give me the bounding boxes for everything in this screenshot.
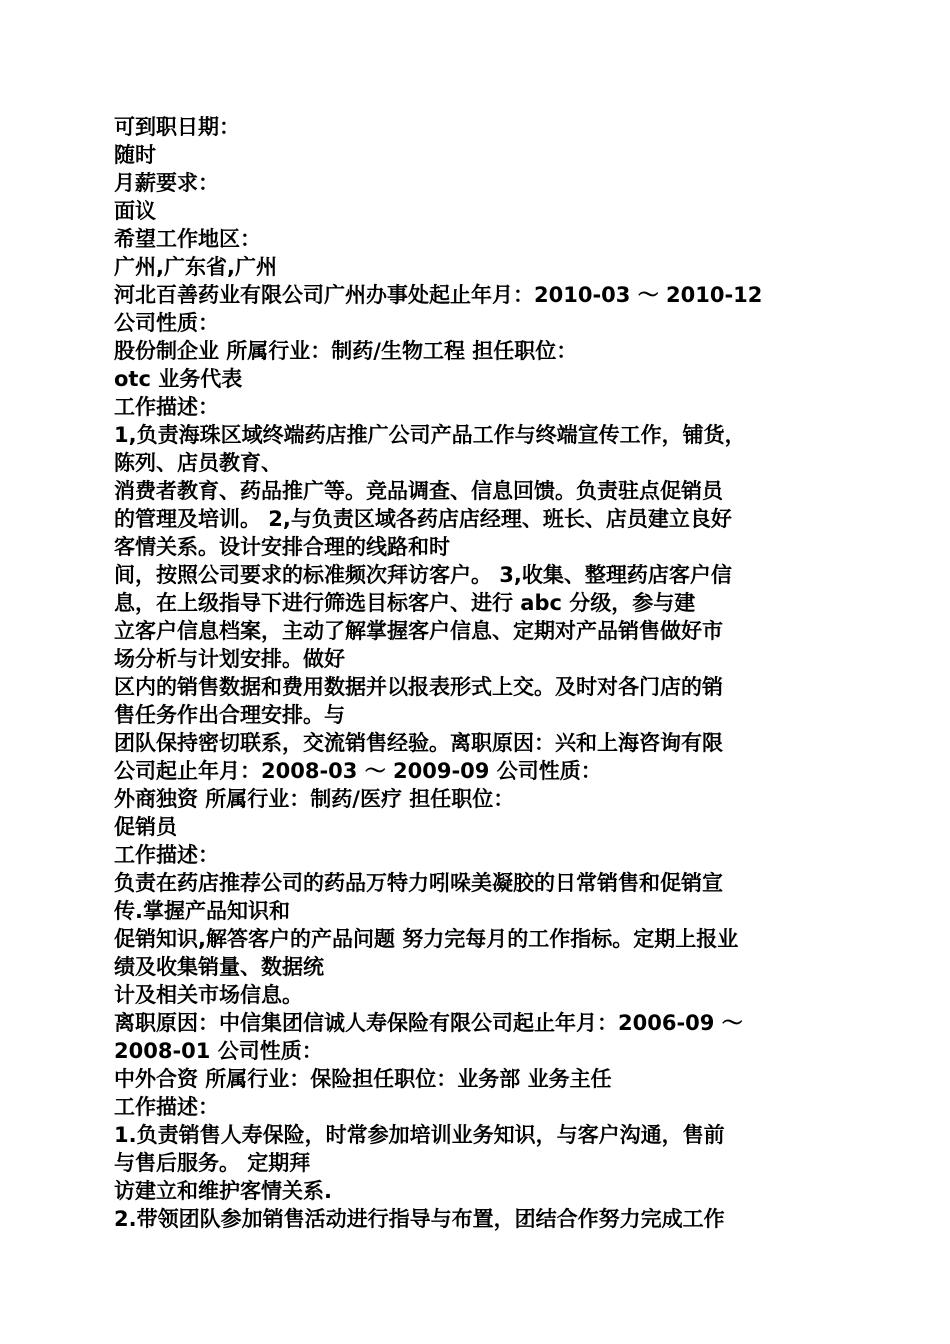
text-line: 股份制企业 所属行业：制药/生物工程 担任职位：	[114, 339, 578, 363]
text-line: 售任务作出合理安排。与	[114, 703, 345, 727]
text-line: 公司起止年月：2008-03 ～ 2009-09 公司性质：	[114, 759, 602, 783]
text-line: 间，按照公司要求的标准频次拜访客户。 3,收集、整理药店客户信	[114, 563, 732, 587]
text-line: 公司性质：	[114, 311, 219, 335]
text-line: 中外合资 所属行业：保险担任职位：业务部 业务主任	[114, 1067, 612, 1091]
text-line: 客情关系。设计安排合理的线路和时	[114, 535, 450, 559]
text-line: 希望工作地区：	[114, 227, 261, 251]
text-line: 绩及收集销量、数据统	[114, 955, 324, 979]
text-line: 月薪要求：	[114, 171, 219, 195]
resume-text	[114, 113, 844, 1233]
text-line: 工作描述：	[114, 395, 219, 419]
text-line: 立客户信息档案，主动了解掌握客户信息、定期对产品销售做好市	[114, 619, 723, 643]
text-line: 区内的销售数据和费用数据并以报表形式上交。及时对各门店的销	[114, 675, 723, 699]
text-line: 传.掌握产品知识和	[114, 899, 290, 923]
text-line: 的管理及培训。 2,与负责区域各药店店经理、班长、店员建立良好	[114, 507, 732, 531]
text-line: 陈列、店员教育、	[114, 451, 282, 475]
text-line: 工作描述：	[114, 1095, 219, 1119]
text-line: 负责在药店推荐公司的药品万特力吲哚美凝胶的日常销售和促销宣	[114, 871, 723, 895]
text-line: 团队保持密切联系，交流销售经验。离职原因：兴和上海咨询有限	[114, 731, 723, 755]
text-line: 1,负责海珠区域终端药店推广公司产品工作与终端宣传工作，铺货，	[114, 423, 746, 447]
text-line: 随时	[114, 143, 156, 167]
text-line: 1.负责销售人寿保险，时常参加培训业务知识，与客户沟通，售前	[114, 1123, 725, 1147]
text-line: 消费者教育、药品推广等。竞品调查、信息回馈。负责驻点促销员	[114, 479, 723, 503]
text-line: 可到职日期：	[114, 115, 240, 139]
text-line: 息，在上级指导下进行筛选目标客户、进行 abc 分级，参与建	[114, 591, 696, 615]
text-line: 与售后服务。 定期拜	[114, 1151, 311, 1175]
text-line: 促销员	[114, 815, 177, 839]
text-line: 2.带领团队参加销售活动进行指导与布置，团结合作努力完成工作	[114, 1207, 725, 1231]
text-line: 河北百善药业有限公司广州办事处起止年月：2010-03 ～ 2010-12	[114, 283, 763, 307]
text-line: 2008-01 公司性质：	[114, 1039, 323, 1063]
text-line: 离职原因：中信集团信诚人寿保险有限公司起止年月：2006-09 ～	[114, 1011, 743, 1035]
text-line: 广州,广东省,广州	[114, 255, 277, 279]
text-line: 外商独资 所属行业：制药/医疗 担任职位：	[114, 787, 515, 811]
text-line: otc 业务代表	[114, 367, 243, 391]
text-line: 面议	[114, 199, 156, 223]
text-line: 促销知识,解答客户的产品问题 努力完每月的工作指标。定期上报业	[114, 927, 739, 951]
text-line: 计及相关市场信息。	[114, 983, 303, 1007]
text-line: 场分析与计划安排。做好	[114, 647, 345, 671]
text-line: 工作描述：	[114, 843, 219, 867]
text-line: 访建立和维护客情关系.	[114, 1179, 332, 1203]
